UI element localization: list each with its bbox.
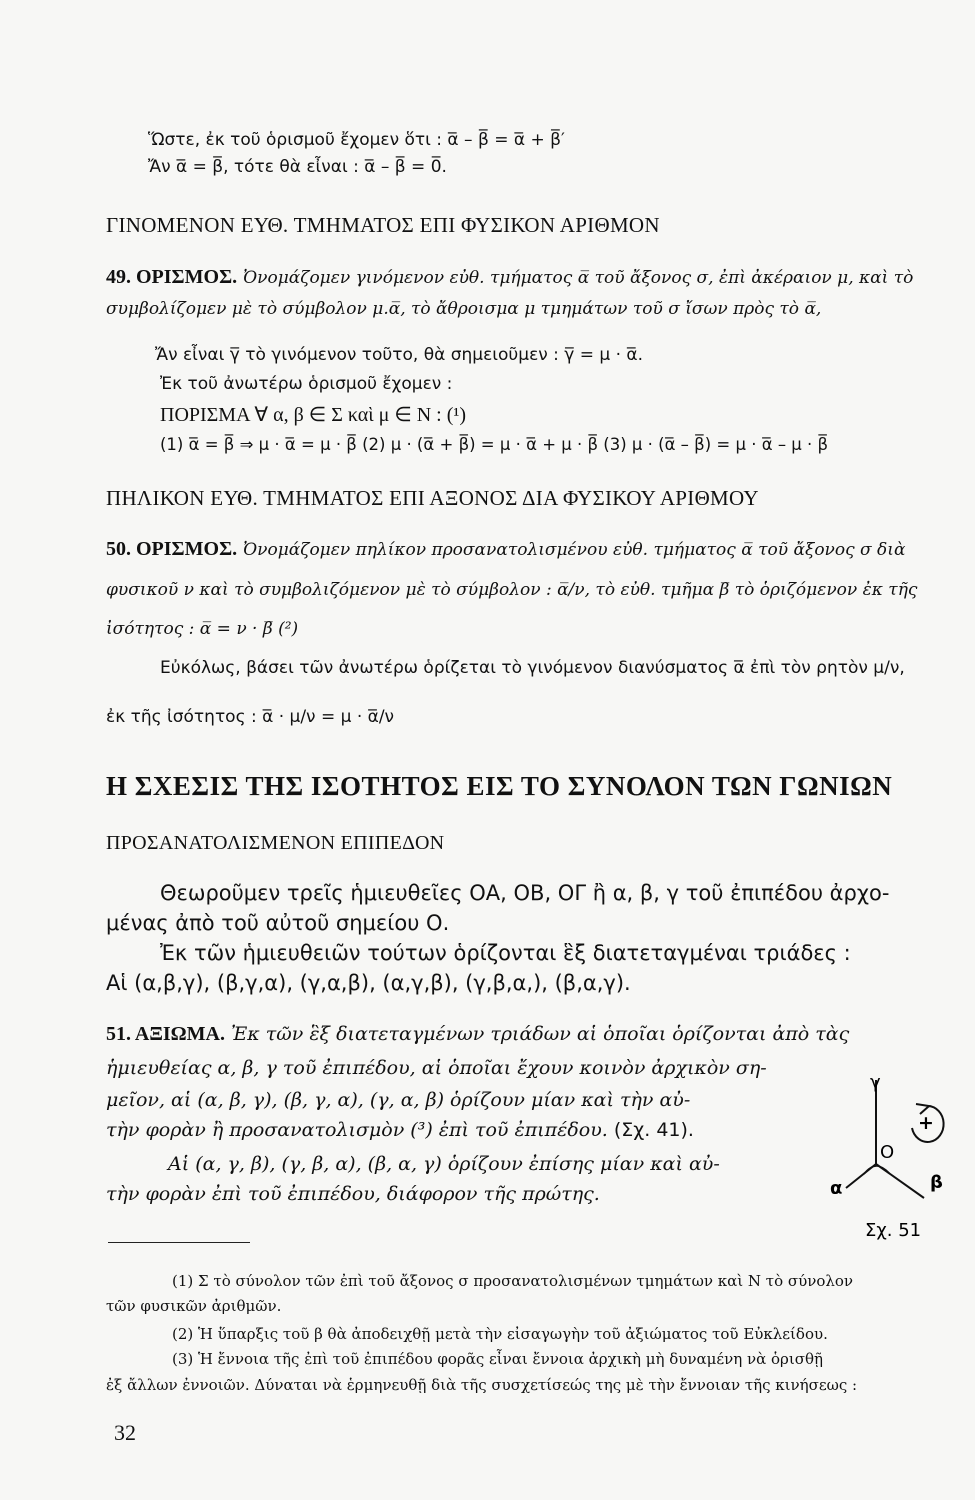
text-line: φυσικοῦ ν καὶ τὸ συμβολιζόμενον μὲ τὸ σύμβολον : α̅/ν, τὸ εὐθ. τμῆμα β̅ τὸ ὁριζόμενον ἐκ τῆς: [106, 580, 918, 600]
paragraph-line: Ἐκ τῶν ἡμιευθειῶν τούτων ὁρίζονται ἓξ διατεταγμέναι τριάδες :: [160, 941, 851, 965]
paragraph-line: Αἱ (α,β,γ), (β,γ,α), (γ,α,β), (α,γ,β), (γ,β,α,), (β,α,γ).: [106, 971, 631, 995]
text-line: τὴν φορὰν ἐπὶ τοῦ ἐπιπέδου, διάφορον τῆς πρώτης.: [106, 1183, 600, 1205]
label-plus: +: [918, 1112, 934, 1134]
axiom-text: Ἐκ τῶν ἓξ διατεταγμένων τριάδων αἱ ὁποῖαι ὁρίζονται ἀπὸ τὰς: [231, 1023, 850, 1045]
text-line: Αἱ (α, γ, β), (γ, β, α), (β, α, γ) ὁρίζουν ἐπίσης μίαν καὶ αὐ-: [168, 1153, 720, 1175]
footnote-line: (3) Ἡ ἔννοια τῆς ἐπὶ τοῦ ἐπιπέδου φορᾶς εἶναι ἔννοια ἀρχικὴ μὴ δυναμένη νὰ ὁρισθῇ: [172, 1350, 823, 1368]
label-beta: β: [930, 1172, 943, 1193]
corollary-heading: ΠΟΡΙΣΜΑ ∀ α, β ∈ Σ καὶ μ ∈ N : (¹): [160, 404, 467, 426]
text-line: Ἄν εἶναι γ̅ τὸ γινόμενον τοῦτο, θὰ σημειοῦμεν : γ̅ = μ · α̅.: [155, 345, 644, 365]
label-gamma: γ: [870, 1072, 881, 1093]
label-alpha: α: [830, 1178, 843, 1199]
definition-number: 50. ΟΡΙΣΜΟΣ.: [106, 538, 238, 560]
footnote-line: (1) Σ τὸ σύνολον τῶν ἐπὶ τοῦ ἄξονος σ προσανατολισμένων τμημάτων καὶ Ν τὸ σύνολον: [172, 1272, 854, 1290]
text-line: ἡμιευθείας α, β, γ τοῦ ἐπιπέδου, αἱ ὁποῖαι ἔχουν κοινὸν ἀρχικὸν ση-: [106, 1057, 767, 1079]
footnote-divider: [108, 1242, 250, 1243]
paragraph-line: μένας ἀπὸ τοῦ αὐτοῦ σημείου Ο.: [106, 911, 450, 935]
figure-reference: (Σχ. 41).: [613, 1119, 694, 1141]
definition-text: Ὀνομάζομεν πηλίκον προσανατολισμένου εὐθ. τμήματος α̅ τοῦ ἄξονος σ διὰ: [243, 540, 906, 560]
axiom-number: 51. ΑΞΙΩΜΑ.: [106, 1023, 226, 1045]
text-line: μεῖον, αἱ (α, β, γ), (β, γ, α), (γ, α, β) ὁρίζουν μίαν καὶ τὴν αὐ-: [106, 1089, 691, 1111]
figure-caption: Σχ. 51: [865, 1220, 922, 1241]
corollary-equations: (1) α̅ = β̅ ⇒ μ · α̅ = μ · β̅ (2) μ · (α̅ + β̅) = μ · α̅ + μ · β̅ (3) μ · (α̅ – β̅) = μ · α̅ – μ · β̅: [160, 435, 829, 454]
ray-beta: [876, 1164, 924, 1198]
section-heading: ΠΗΛΙΚΟΝ ΕΥΘ. ΤΜΗΜΑΤΟΣ ΕΠΙ ΑΞΟΝΟΣ ΔΙΑ ΦΥΣΙΚΟΥ ΑΡΙΘΜΟΥ: [106, 486, 759, 510]
text-line: Ἄν α̅ = β̅, τότε θὰ εἶναι : α̅ – β̅ = 0̅.: [148, 157, 447, 177]
text-line: Ἐκ τοῦ ἀνωτέρω ὁρισμοῦ ἔχομεν :: [160, 374, 453, 394]
footnote-line: τῶν φυσικῶν ἀριθμῶν.: [106, 1297, 282, 1315]
text-line: ἰσότητος : α̅ = ν · β̅ (²): [106, 619, 299, 639]
angle-arc: [864, 1166, 890, 1174]
figure-51: [808, 1068, 948, 1248]
text-span: τὴν φορὰν ἢ προσανατολισμὸν (³) ἐπὶ τοῦ ἐπιπέδου.: [106, 1119, 608, 1141]
section-heading: ΓΙΝΟΜΕΝΟΝ ΕΥΘ. ΤΜΗΜΑΤΟΣ ΕΠΙ ΦΥΣΙΚΟΝ ΑΡΙΘΜΟΝ: [106, 213, 660, 237]
axiom-51-line: [106, 1022, 849, 1046]
page-number: 32: [114, 1420, 136, 1445]
footnote-line: (2) Ἡ ὕπαρξις τοῦ β θὰ ἀποδειχθῇ μετὰ τὴν εἰσαγωγὴν τοῦ ἀξιώματος τοῦ Εὐκλείδου.: [172, 1325, 828, 1343]
footnote-line: ἐξ ἄλλων ἐννοιῶν. Δύναται νὰ ἑρμηνευθῇ διὰ τῆς συσχετίσεώς της μὲ τὴν ἔννοιαν τῆς κινήσεως :: [106, 1376, 858, 1394]
definition-49-line: [106, 265, 913, 290]
text-line: ἐκ τῆς ἰσότητος : α̅ · μ/ν = μ · α̅/ν: [106, 707, 395, 727]
text-line: [106, 1118, 694, 1142]
chapter-heading: Η ΣΧΕΣΙΣ ΤΗΣ ΙΣΟΤΗΤΟΣ ΕΙΣ ΤΟ ΣΥΝΟΛΟΝ ΤΩΝ ΓΩΝΙΩΝ: [106, 771, 893, 801]
definition-text: Ὀνομάζομεν γινόμενον εὐθ. τμήματος α̅ τοῦ ἄξονος σ, ἐπὶ ἀκέραιον μ, καὶ τὸ: [243, 268, 914, 288]
label-origin: Ο: [880, 1142, 895, 1163]
definition-number: 49. ΟΡΙΣΜΟΣ.: [106, 266, 238, 288]
text-line: Εὐκόλως, βάσει τῶν ἀνωτέρω ὁρίζεται τὸ γινόμενον διανύσματος α̅ ἐπὶ τὸν ρητὸν μ/ν,: [160, 658, 905, 678]
definition-50-line: [106, 537, 905, 562]
text-line: συμβολίζομεν μὲ τὸ σύμβολον μ.α̅, τὸ ἄθροισμα μ τμημάτων τοῦ σ ἴσων πρὸς τὸ α̅,: [106, 299, 822, 319]
subsection-heading: ΠΡΟΣΑΝΑΤΟΛΙΣΜΕΝΟΝ ΕΠΙΠΕΔΟΝ: [106, 832, 445, 854]
text-line: Ὥστε, ἐκ τοῦ ὁρισμοῦ ἔχομεν ὅτι : α̅ – β̅ = α̅ + β̅′: [148, 130, 565, 150]
paragraph-line: Θεωροῦμεν τρεῖς ἡμιευθεῖες ΟΑ, ΟΒ, ΟΓ ἢ α, β, γ τοῦ ἐπιπέδου ἀρχο-: [160, 881, 890, 905]
